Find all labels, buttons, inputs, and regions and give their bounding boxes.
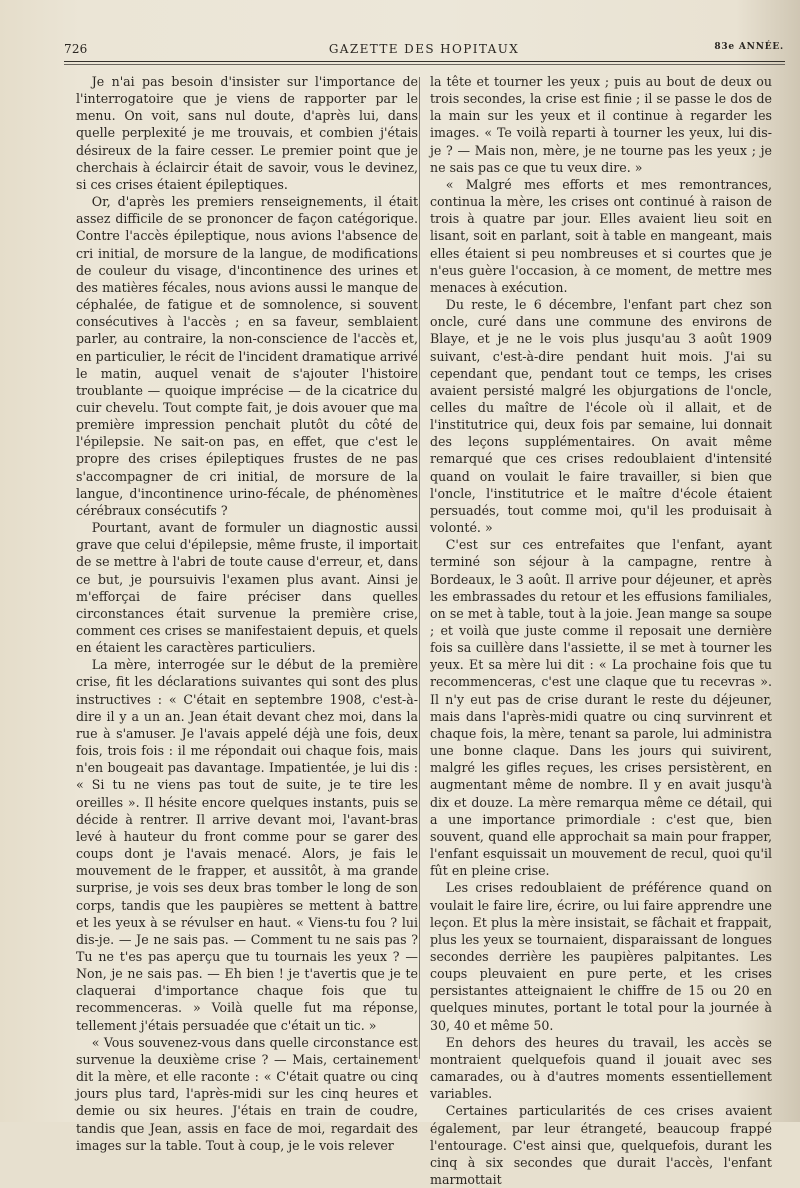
- paragraph: Les crises redoublaient de préférence quand on voulait le faire lire, écrire, ou lui faire apprendre une leçon. Et plus la mère insistait, se fâchait et frappait, plus les yeux se tournaient, disparaissant de longues secondes derrière les paupières palpitantes. Les coups pleuvaient en pure perte, et les crises persistantes atteignaient le chiffre de 15 ou 20 en quelques minutes, portant le total pour la journée à 30, 40 et même 50.: [430, 880, 772, 1033]
- paragraph: Pourtant, avant de formuler un diagnostic aussi grave que celui d'épilepsie, même fruste, il importait de se mettre à l'abri de toute cause d'erreur, et, dans ce but, je poursuivis l'examen plus avant. Ainsi je m'efforçai de faire préciser dans quelles circonstances était survenue la première crise, comment ces crises se manifestaient depuis, et quels en étaient les caractères particuliers.: [76, 520, 418, 656]
- paragraph: Certaines particularités de ces crises avaient également, par leur étrangeté, beaucoup frappé l'entourage. C'est ainsi que, quelquefois, durant les cinq à six secondes que durait l'accès, l'enfant marmottait: [430, 1103, 772, 1187]
- paragraph: En dehors des heures du travail, les accès se montraient quelquefois quand il jouait avec ses camarades, ou à d'autres moments essentiellement variables.: [430, 1034, 772, 1102]
- paragraph: Je n'ai pas besoin d'insister sur l'importance de l'interrogatoire que je viens de rapporter par le menu. On voit, sans nul doute, d'après lui, dans quelle perplexité je me trouvais, et combien j'étais désireux de la faire cesser. Le premier point que je cherchais à éclaircir était de savoir, vous le devinez, si ces crises étaient épileptiques.: [76, 74, 418, 192]
- header-rule: [64, 61, 785, 62]
- header-rule-thin: [64, 64, 785, 65]
- left-column: [76, 73, 418, 1153]
- running-title: GAZETTE DES HOPITAUX: [328, 42, 520, 56]
- page-header: [64, 42, 784, 62]
- paragraph: C'est sur ces entrefaites que l'enfant, ayant terminé son séjour à la campagne, rentre à Bordeaux, le 3 août. Il arrive pour déjeuner, et après les embrassades du retour et les effusions familiales, on se met à table, tout à la joie. Jean mange sa soupe ; et voilà que juste comme il reposait une dernière fois sa cuillère dans l'assiette, il se met à tourner les yeux. Et sa mère lui dit : « La prochaine fois que tu recommenceras, c'est une claque que tu recevras ». Il n'y eut pas de crise durant le reste du déjeuner, mais dans l'après-midi quatre ou cinq survinrent et chaque fois, la mère, tenant sa parole, lui administra une bonne claque. Dans les jours qui suivirent, malgré les gifles reçues, les crises persistèrent, en augmentant même de nombre. Il y en avait jusqu'à dix et douze. La mère remarqua même ce détail, qui a une importance primordiale : c'est que, bien souvent, quand elle approchait sa main pour frapper, l'enfant esquissait un mouvement de recul, quoi qu'il fût en pleine crise.: [430, 537, 772, 879]
- paragraph: la tête et tourner les yeux ; puis au bout de deux ou trois secondes, la crise est finie ; il se passe le dos de la main sur les yeux et il continue à regarder les images. « Te voilà reparti à tourner les yeux, lui dis-je ? — Mais non, mère, je ne tourne pas les yeux ; je ne sais pas ce que tu veux dire. »: [430, 74, 772, 175]
- paragraph: « Malgré mes efforts et mes remontrances, continua la mère, les crises ont continué à raison de trois à quatre par jour. Elles avaient lieu soit en lisant, soit en parlant, soit à table en mangeant, mais elles étaient si peu nombreuses et si courtes que je n'eus guère l'occasion, à ce moment, de mettre mes menaces à exécution.: [430, 176, 772, 295]
- paragraph: « Vous souvenez-vous dans quelle circonstance est survenue la deuxième crise ? — Mais, certainement dit la mère, et elle raconte : « C'était quatre ou cinq jours plus tard, l'après-midi sur les cinq heures et demie ou six heures. J'étais en train de coudre, tandis que Jean, assis en face de moi, regardait des images sur la table. Tout à coup, je le vois relever: [76, 1034, 418, 1153]
- paragraph: Or, d'après les premiers renseignements, il était assez difficile de se prononcer de façon catégorique. Contre l'accès épileptique, nous avions l'absence de cri initial, de morsure de la langue, de modifications de couleur du visage, d'incontinence des urines et des matières fécales, nous avions aussi le manque de céphalée, de fatigue et de somnolence, si souvent consécutives à l'accès ; en sa faveur, semblaient parler, au contraire, la non-conscience de l'accès et, en particulier, le récit de l'incident dramatique arrivé le matin, auquel venait de s'ajouter l'histoire troublante — quoique imprécise — de la cicatrice du cuir chevelu. Tout compte fait, je dois avouer que ma première impression penchait plutôt du côté de l'épilepsie. Ne sait-on pas, en effet, que c'est le propre des crises épileptiques frustes de ne pas s'accompagner de cri initial, de morsure de la langue, d'incontinence urino-fécale, de phénomènes cérébraux consécutifs ?: [76, 194, 418, 518]
- paragraph: La mère, interrogée sur le début de la première crise, fit les déclarations suivantes qui sont des plus instructives : « C'était en septembre 1908, c'est-à-dire il y a un an. Jean était devant chez moi, dans la rue à s'amuser. Je l'avais appelé déjà une fois, deux fois, trois fois : il me répondait oui chaque fois, mais n'en bougeait pas davantage. Impatientée, je lui dis : « Si tu ne viens pas tout de suite, je te tire les oreilles ». Il hésite encore quelques instants, puis se décide à rentrer. Il arrive devant moi, l'avant-bras levé à hauteur du front comme pour se garer des coups dont je l'avais menacé. Alors, je fais le mouvement de le frapper, et aussitôt, à ma grande surprise, je vois ses deux bras tomber le long de son corps, tandis que les paupières se mettent à battre et les yeux à se révulser en haut. « Viens-tu fou ? lui dis-je. — Je ne sais pas. — Comment tu ne sais pas ? Tu ne t'es pas aperçu que tu tournais les yeux ? — Non, je ne sais pas. — Eh bien ! je t'avertis que je te claquerai d'importance chaque fois que tu recommenceras. » Voilà quelle fut ma réponse, tellement j'étais persuadée que c'était un tic. »: [76, 657, 418, 1033]
- page-number: 726: [64, 42, 88, 56]
- column-divider: [419, 77, 420, 1059]
- volume-year: 83e ANNÉE.: [714, 42, 784, 52]
- paragraph: Du reste, le 6 décembre, l'enfant part chez son oncle, curé dans une commune des environs de Blaye, et je ne le vois plus jusqu'au 3 août 1909 suivant, c'est-à-dire pendant huit mois. J'ai su cependant que, pendant tout ce temps, les crises avaient persisté malgré les objurgations de l'oncle, celles du maître de l'école où il allait, et de l'institutrice qui, deux fois par semaine, lui donnait des leçons supplémentaires. On avait même remarqué que ces crises redoublaient d'intensité quand on voulait le faire travailler, si bien que l'oncle, l'institutrice et le maître d'école étaient persuadés, tout comme moi, qu'il les produisait à volonté. »: [430, 297, 772, 536]
- right-column: [430, 73, 772, 1187]
